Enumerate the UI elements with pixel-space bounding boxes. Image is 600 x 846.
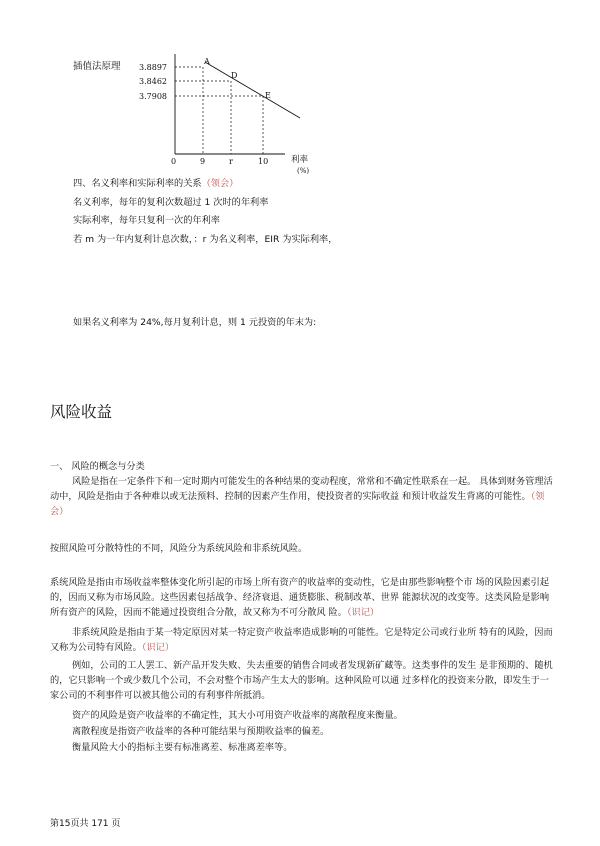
y-label-2: 3.8462 [139, 77, 167, 86]
text: 系统风险是指由市场收益率整体变化所引起的市场上所有资产的收益率的变动性，它是由那些影响整个市 场的风险因素引起的，因而又称为市场风险。这些因素包括战争、经济衰退、通货膨胀、税制改革、世界 能源状况的改变等。这类风险是影响所有资产的风险，因而不能通过投资组合分散，故又称为不可分散风 险。 [50, 577, 550, 618]
paragraph-indicators [50, 740, 554, 755]
paragraph-systematic [50, 575, 554, 620]
formula-vars: 若 m 为一年内复利计息次数，：r 为名义利率，EIR 为实际利率， [73, 234, 338, 245]
example-question: 如果名义利率为 24%,每月复利计息，则 1 元投资的年末为: [73, 317, 317, 328]
note-lingui: （领会） [50, 491, 545, 517]
paragraph-risk-concept [50, 474, 554, 519]
paragraph-example [50, 658, 554, 703]
note-shiji: （识记） [346, 607, 380, 618]
section-title: 风险收益 [50, 403, 113, 421]
risk-heading: 一、 风险的概念与分类 [50, 461, 145, 472]
note-shiji: （识记） [141, 642, 175, 653]
heading-text: 四、名义利率和实际利率的关系 [73, 178, 202, 189]
text: 非系统风险是指由于某一特定原因对某一特定资产收益率造成影响的可能性。它是特定公司或行业所 特有的风险，因而又称为公司特有风险。 [50, 627, 553, 653]
text: 按照风险可分散特性的不同，风险分为系统风险和非系统风险。 [50, 543, 308, 554]
x-axis-unit: (%) [297, 167, 310, 175]
note-lingui: （领会） [201, 178, 239, 189]
x-label-r: r [229, 157, 233, 166]
point-d: D [231, 71, 238, 80]
text: 例如，公司的工人罢工、新产品开发失败、失去重要的销售合同或者发现新矿藏等。这类事件的发生 是非预期的、随机的，它只影响一个或少数几个公司，不会对整个市场产生太大的影响。这种风险可以通 过多样化的投资来分散，即发生于一家公司的不利事件可以被其他公司的有利事件所抵消。 [50, 660, 553, 701]
point-e: E [265, 91, 271, 100]
y-label-3: 3.7908 [139, 92, 167, 101]
effective-rate-def: 实际利率，每年只复利一次的年利率 [73, 215, 220, 226]
interpolation-chart [135, 50, 325, 175]
interpolation-line [205, 62, 300, 118]
paragraph-dispersion [50, 724, 554, 739]
text: 衡量风险大小的指标主要有标准离差、标准离差率等。 [72, 742, 293, 753]
x-axis-label: 利率 [291, 155, 309, 165]
text: 离散程度是指资产收益率的各种可能结果与预期收益率的偏差。 [72, 726, 330, 737]
chart-title: 插值法原理 [73, 61, 121, 72]
nominal-rate-def: 名义利率，每年的复利次数超过 1 次时的年利率 [73, 197, 269, 208]
y-label-1: 3.8897 [139, 63, 167, 72]
x-label-9: 9 [200, 157, 206, 166]
page-footer: 第15页共 171 页 [50, 819, 121, 829]
paragraph-asset-risk [50, 708, 554, 723]
paragraph-unsystematic [50, 625, 554, 655]
point-a: A [204, 57, 210, 66]
x-label-10: 10 [258, 157, 269, 166]
heading-rate-relation [73, 176, 238, 191]
text: 风险是指在一定条件下和一定时期内可能发生的各种结果的变动程度，常常和不确定性联系在一起。 具体到财务管理活动中，风险是指由于各种难以或无法预料、控制的因素产生作用，使投资者的实际收益 和预计收益发生背离的可能性。 [50, 476, 553, 502]
text: 资产的风险是资产收益率的不确定性，其大小可用资产收益率的离散程度来衡量。 [72, 710, 403, 721]
x-label-0: 0 [171, 157, 177, 166]
paragraph-classification [50, 541, 554, 556]
